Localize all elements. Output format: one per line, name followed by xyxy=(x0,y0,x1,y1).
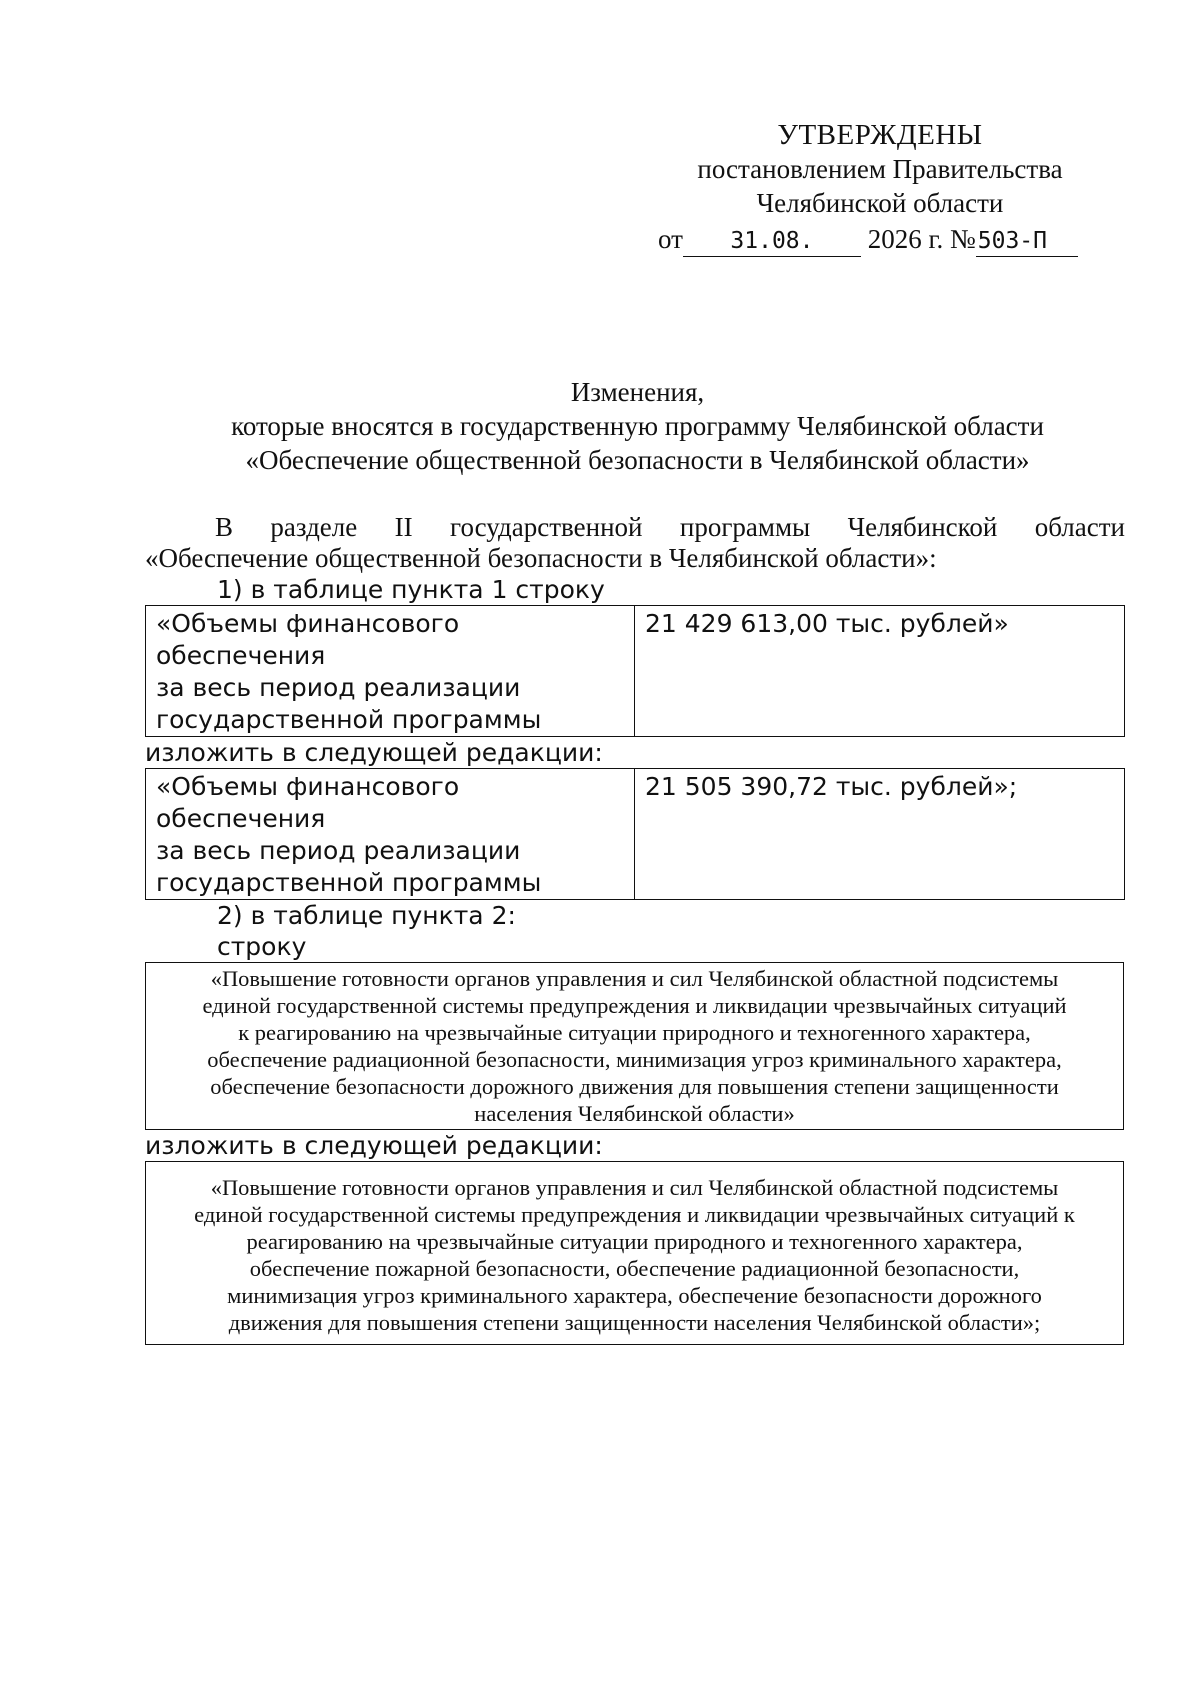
table-new-label-line: государственной программы xyxy=(156,868,542,897)
box-old-line: обеспечение радиационной безопасности, минимизация угроз криминального характера, xyxy=(207,1047,1062,1072)
replace-label-2: изложить в следующей редакции: xyxy=(145,1131,603,1160)
intro-line-1: В разделе II государственной программы Челябинской области xyxy=(215,512,1125,542)
box-old-line: обеспечение безопасности дорожного движения для повышения степени защищенности xyxy=(210,1074,1059,1099)
table-row xyxy=(146,769,1125,900)
table-old-cell-label xyxy=(146,606,635,737)
box-new-line: минимизация угроз криминального характера, обеспечение безопасности дорожного xyxy=(227,1283,1042,1308)
document-body xyxy=(145,512,1125,1345)
box-old-line: к реагированию на чрезвычайные ситуации природного и техногенного характера, xyxy=(238,1020,1031,1045)
table-new-cell-value: 21 505 390,72 тыс. рублей»; xyxy=(635,769,1125,900)
box-new-line: движения для повышения степени защищенности населения Челябинской области»; xyxy=(228,1310,1041,1335)
item-2-sub: строку xyxy=(217,932,307,961)
date-value: 31.08. xyxy=(683,226,861,257)
table-new-label-line: за весь период реализации xyxy=(156,836,521,865)
box-old-line: населения Челябинской области» xyxy=(474,1101,795,1126)
table-new-label-line: «Объемы финансового обеспечения xyxy=(156,772,460,833)
box-new-line: «Повышение готовности органов управления и сил Челябинской областной подсистемы xyxy=(210,1175,1059,1200)
heading-title: Изменения, xyxy=(570,377,705,407)
item-2: 2) в таблице пункта 2: xyxy=(217,901,516,930)
table-old-label-line: за весь период реализации xyxy=(156,673,521,702)
table-old-label-line: государственной программы xyxy=(156,705,542,734)
approval-block xyxy=(620,118,1140,257)
box-old-line: «Повышение готовности органов управления и сил Челябинской областной подсистемы xyxy=(210,966,1059,991)
box-new-line: единой государственной системы предупреждения и ликвидации чрезвычайных ситуаций к xyxy=(194,1202,1075,1227)
table-new xyxy=(145,768,1125,900)
approval-date-line xyxy=(620,222,1140,257)
table-old-label-line: «Объемы финансового обеспечения xyxy=(156,609,460,670)
table-new-cell-label xyxy=(146,769,635,900)
date-prefix: от xyxy=(658,224,683,254)
document-heading xyxy=(150,375,1125,477)
approval-line-2: Челябинской области xyxy=(756,188,1004,218)
year-text: 2026 г. № xyxy=(867,224,976,254)
approval-title: УТВЕРЖДЕНЫ xyxy=(777,119,983,151)
item-1: 1) в таблице пункта 1 строку xyxy=(217,575,605,604)
table-old-cell-value: 21 429 613,00 тыс. рублей» xyxy=(635,606,1125,737)
intro-line-2: «Обеспечение общественной безопасности в Челябинской области»: xyxy=(145,543,937,573)
box-new-line: реагированию на чрезвычайные ситуации природного и техногенного характера, xyxy=(246,1229,1023,1254)
approval-line-1: постановлением Правительства xyxy=(697,154,1063,184)
table-old xyxy=(145,605,1125,737)
replace-label-1: изложить в следующей редакции: xyxy=(145,738,603,767)
table-row xyxy=(146,606,1125,737)
box-old-line: единой государственной системы предупреждения и ликвидации чрезвычайных ситуаций xyxy=(202,993,1067,1018)
box-new xyxy=(145,1161,1124,1345)
box-new-line: обеспечение пожарной безопасности, обеспечение радиационной безопасности, xyxy=(249,1256,1020,1281)
heading-line-2: «Обеспечение общественной безопасности в Челябинской области» xyxy=(245,445,1030,475)
box-old xyxy=(145,962,1124,1130)
heading-line-1: которые вносятся в государственную программу Челябинской области xyxy=(231,411,1044,441)
document-number: 503-П xyxy=(976,226,1078,257)
